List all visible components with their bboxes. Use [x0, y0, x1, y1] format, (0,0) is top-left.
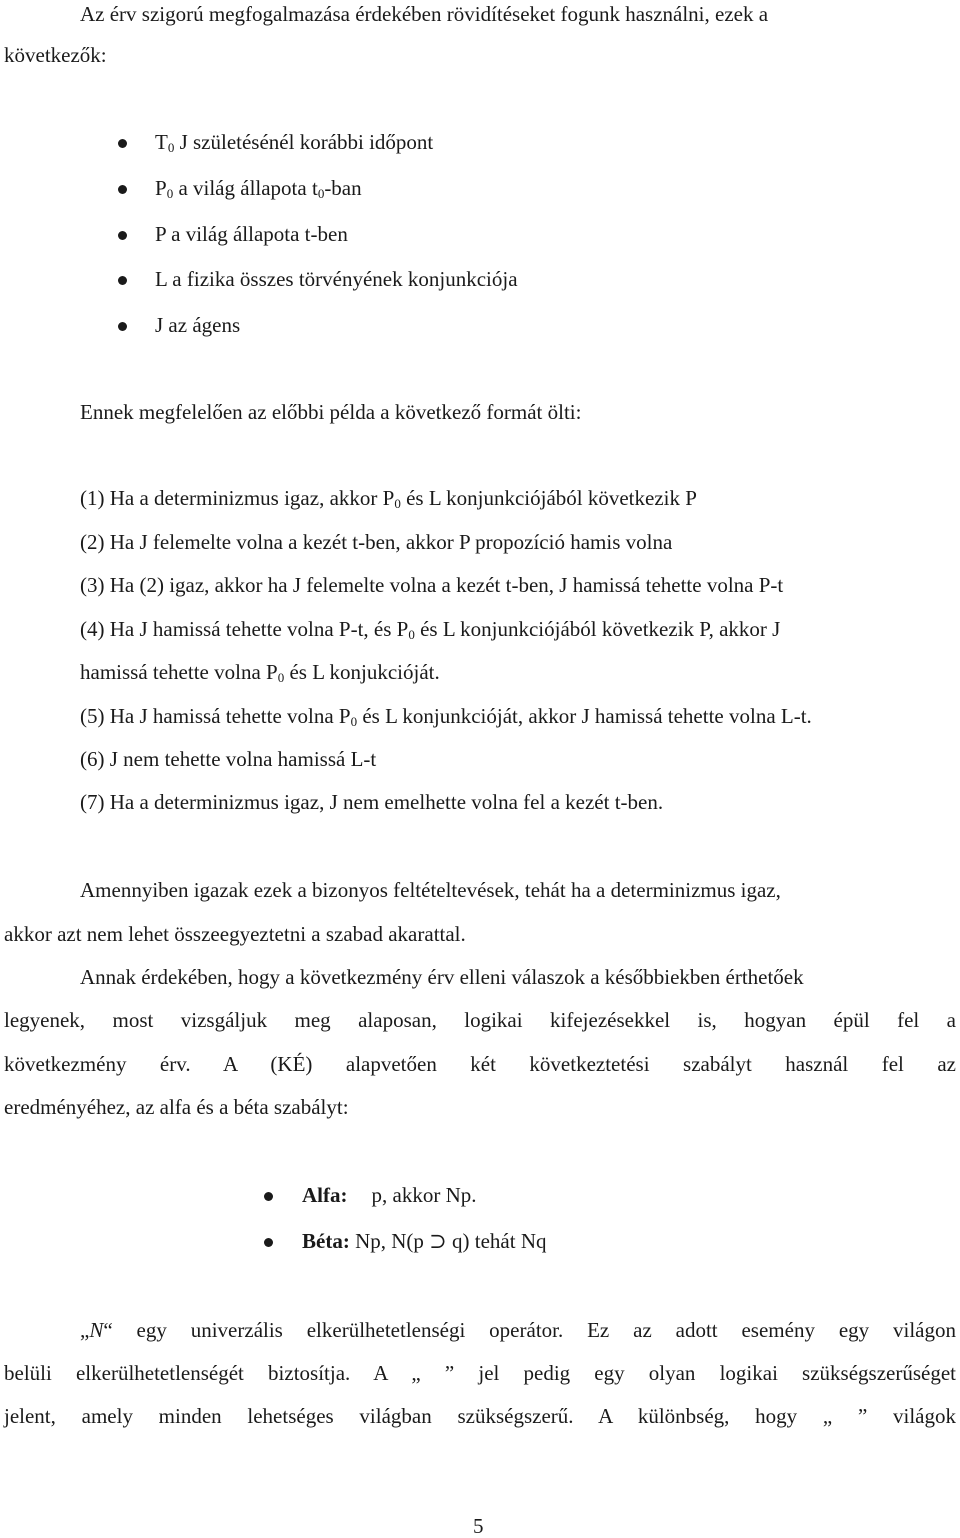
step-4: (4) Ha J hamissá tehette volna P-t, és $P_0$ és L konjunkciójából következik P, akkor J — [80, 617, 781, 642]
list-item: $T_0$ J születésénél korábbi időpont — [155, 130, 434, 155]
step-6: (6) J nem tehette volna hamissá L-t — [80, 747, 377, 771]
page-number: 5 — [473, 1514, 484, 1538]
bullet-icon — [264, 1238, 273, 1247]
bullet-icon — [118, 185, 127, 194]
intro-line-2: következők: — [4, 43, 107, 67]
paragraph-2-line-3: következmény érv. A (KÉ) alapvetően két következtetési szabályt használ fel az — [4, 1052, 956, 1076]
step-2: (2) Ha J felemelte volna a kezét t-ben, akkor P propozíció hamis volna — [80, 530, 673, 554]
step-5: (5) Ha J hamissá tehette volna $P_0$ és L konjunkcióját, akkor J hamissá tehette volna L-t. — [80, 704, 812, 729]
paragraph-3-line-2: belüli elkerülhetetlenségét biztosítja. A „ ” jel pedig egy olyan logikai szükségszerűséget — [4, 1361, 956, 1385]
step-4-continued: hamissá tehette volna $P_0$ és L konjukcióját. — [80, 660, 440, 685]
paragraph-1-line-1: Amennyiben igazak ezek a bizonyos feltételtevések, tehát ha a determinizmus igaz, — [80, 878, 781, 902]
transition-text: Ennek megfelelően az előbbi példa a következő formát ölti: — [80, 400, 582, 424]
list-item: L a fizika összes törvényének konjunkciója — [155, 267, 518, 291]
rule-beta: Béta: Np, N(p ⊃ q) tehát Nq — [302, 1229, 547, 1253]
paragraph-1-line-2: akkor azt nem lehet összeegyeztetni a szabad akarattal. — [4, 922, 466, 946]
superset-symbol: ⊃ — [429, 1229, 447, 1253]
bullet-icon — [264, 1192, 273, 1201]
step-7: (7) Ha a determinizmus igaz, J nem emelhette volna fel a kezét t-ben. — [80, 790, 664, 814]
paragraph-2-line-4: eredményéhez, az alfa és a béta szabályt: — [4, 1095, 349, 1119]
list-item: J az ágens — [155, 313, 241, 337]
paragraph-3-line-1: „N“ egy univerzális elkerülhetetlenségi operátor. Ez az adott esemény egy világon — [80, 1318, 956, 1342]
bullet-icon — [118, 322, 127, 331]
list-item: P a világ állapota t-ben — [155, 222, 348, 246]
step-3: (3) Ha (2) igaz, akkor ha J felemelte volna a kezét t-ben, J hamissá tehette volna P-t — [80, 573, 784, 597]
intro-line-1: Az érv szigorú megfogalmazása érdekében rövidítéseket fogunk használni, ezek a — [80, 2, 769, 26]
rule-alpha: Alfa: p, akkor Np. — [302, 1183, 477, 1207]
list-item: $P_0$ a világ állapota $t_0$-ban — [155, 176, 362, 201]
paragraph-2-line-2: legyenek, most vizsgáljuk meg alaposan, logikai kifejezésekkel is, hogyan épül fel a — [4, 1008, 956, 1032]
step-1: (1) Ha a determinizmus igaz, akkor $P_0$ és L konjunkciójából következik P — [80, 486, 697, 511]
bullet-icon — [118, 276, 127, 285]
paragraph-3-line-3: jelent, amely minden lehetséges világban szükségszerű. A különbség, hogy „ ” világok — [4, 1404, 956, 1428]
bullet-icon — [118, 231, 127, 240]
bullet-icon — [118, 139, 127, 148]
paragraph-2-line-1: Annak érdekében, hogy a következmény érv elleni válaszok a későbbiekben érthetőek — [80, 965, 804, 989]
